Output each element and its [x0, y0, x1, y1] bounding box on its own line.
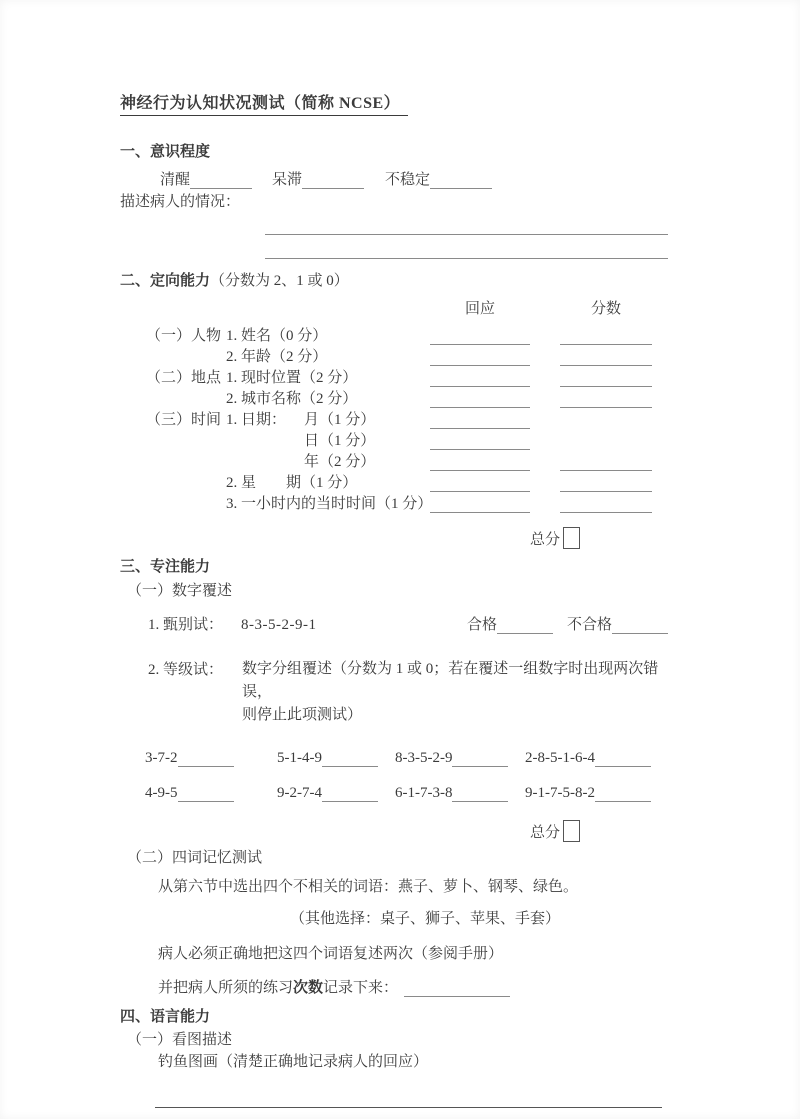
- document-content: [120, 90, 668, 1119]
- digit-sequence: 6-1-7-3-8: [395, 785, 453, 801]
- orientation-row-city-name: [120, 387, 668, 408]
- option-lethargic-blank: [302, 172, 364, 189]
- item-label: 1. 姓名（0 分）: [226, 328, 328, 344]
- response-blank: [430, 411, 530, 429]
- section3-heading: 三、专注能力: [120, 559, 211, 575]
- describe-blank-3: [265, 235, 668, 259]
- pass-field: [467, 613, 553, 634]
- response-blank: [430, 369, 530, 387]
- orientation-row-name: [120, 324, 668, 345]
- digit-blank: [322, 785, 378, 802]
- response-line-2: [155, 1108, 662, 1119]
- orientation-row-date-day: [120, 429, 668, 450]
- digit-sequence: 8-3-5-2-9: [395, 750, 453, 766]
- digit-blank: [452, 785, 508, 802]
- practice-count-row: 并把病人所须的练习 次数 记录下来：: [158, 973, 668, 997]
- digit-sequence: 9-2-7-4: [277, 785, 322, 801]
- response-blank: [430, 453, 530, 471]
- title-row: [120, 90, 668, 116]
- total-score-box: [563, 527, 580, 549]
- option-unstable-blank: [430, 172, 492, 189]
- sub-item-label: 月（1 分）: [304, 412, 376, 428]
- grading-test-row: [148, 658, 668, 727]
- practice-count-blank: [404, 980, 510, 997]
- fail-label: 不合格: [566, 617, 612, 633]
- section1-heading: 一、意识程度: [120, 144, 211, 160]
- orientation-row-age: [120, 345, 668, 366]
- option-alert: [160, 168, 272, 189]
- describe-label: 描述病人的情况：: [120, 194, 241, 210]
- score-blank: [560, 474, 652, 492]
- orientation-row-date-year: [120, 450, 668, 471]
- section2-heading-row: [120, 269, 668, 290]
- describe-blank-2: [265, 211, 668, 235]
- total-score-label: 总分: [530, 824, 561, 841]
- digit-span-grid: [120, 745, 668, 802]
- option-alert-label: 清醒: [160, 172, 191, 188]
- attention-total-row: [530, 818, 668, 844]
- digit-blank: [178, 750, 234, 767]
- digit-repetition-heading: （一）数字覆述: [127, 583, 233, 599]
- option-unstable: [385, 168, 492, 189]
- digit-sequence: 5-1-4-9: [277, 750, 322, 766]
- response-blank: [430, 474, 530, 492]
- item-label: 2. 年龄（2 分）: [226, 349, 328, 365]
- score-blank: [560, 453, 652, 471]
- digit-blank: [322, 750, 378, 767]
- memory-repeat-instruction: 病人必须正确地把这四个词语复述两次（参阅手册）: [158, 946, 504, 962]
- memory-other-choices: （其他选择：桌子、狮子、苹果、手套）: [290, 911, 561, 927]
- digit-sequence: 2-8-5-1-6-4: [525, 750, 595, 766]
- response-blank: [430, 495, 530, 513]
- score-blank: [560, 390, 652, 408]
- pass-label: 合格: [466, 617, 497, 633]
- orientation-row-date-month: [120, 408, 668, 429]
- group-label: （一）人物: [146, 328, 222, 344]
- orientation-row-current-location: [120, 366, 668, 387]
- digit-blank: [178, 785, 234, 802]
- response-line-1: [155, 1081, 662, 1108]
- item-label: 2. 星 期（1 分）: [226, 475, 358, 491]
- sub-item-label: 年（2 分）: [304, 454, 376, 470]
- group-label: （二）地点: [146, 370, 222, 386]
- digit-blank: [595, 750, 651, 767]
- option-lethargic-label: 呆滞: [272, 172, 303, 188]
- pass-blank: [497, 617, 553, 634]
- describe-row: [120, 189, 668, 211]
- screening-digits: 8-3-5-2-9-1: [241, 617, 317, 633]
- item-label: 1. 日期：: [226, 412, 287, 428]
- screening-test-label: 1. 甄别试：: [148, 617, 224, 633]
- memory-test-heading: （二）四词记忆测试: [127, 850, 263, 866]
- grading-test-label: 2. 等级试：: [148, 662, 224, 678]
- fail-blank: [612, 617, 668, 634]
- orientation-row-current-time: [120, 492, 668, 513]
- picture-description-heading: （一）看图描述: [127, 1032, 233, 1048]
- item-label: 2. 城市名称（2 分）: [226, 391, 358, 407]
- sub-item-label: 日（1 分）: [304, 433, 376, 449]
- orientation-column-headers: [120, 296, 668, 318]
- response-blank: [430, 348, 530, 366]
- fail-field: [567, 613, 668, 634]
- score-blank: [560, 495, 652, 513]
- digit-blank: [452, 750, 508, 767]
- item-label: 1. 现时位置（2 分）: [226, 370, 358, 386]
- score-blank: [560, 348, 652, 366]
- grading-test-note: 数字分组覆述（分数为 1 或 0；若在覆述一组数字时出现两次错误， 则停止此项测试）: [242, 661, 659, 723]
- screening-test-row: [148, 610, 668, 634]
- fishing-picture-instruction: 钓鱼图画（清楚正确地记录病人的回应）: [158, 1054, 429, 1070]
- option-lethargic: [272, 168, 385, 189]
- digit-blank: [595, 785, 651, 802]
- response-blank: [430, 327, 530, 345]
- memory-word-list: 从第六节中选出四个不相关的词语：燕子、萝卜、钢琴、绿色。: [158, 879, 579, 895]
- group-label: （三）时间: [146, 412, 222, 428]
- total-score-box: [563, 820, 580, 842]
- digit-sequence: 4-9-5: [145, 785, 178, 801]
- digit-sequence: 9-1-7-5-8-2: [525, 785, 595, 801]
- section2-heading: 二、定向能力: [120, 273, 211, 289]
- section2-heading-note: （分数为 2、1 或 0）: [210, 273, 349, 289]
- digit-span-row-2: [145, 780, 668, 802]
- response-column-header: 回应: [464, 301, 495, 317]
- orientation-total-row: [530, 525, 668, 551]
- orientation-row-weekday: [120, 471, 668, 492]
- item-label: 3. 一小时内的当时时间（1 分）: [226, 496, 433, 512]
- page-title: 神经行为认知状况测试（简称 NCSE）: [120, 90, 408, 116]
- response-blank: [430, 432, 530, 450]
- total-score-label: 总分: [530, 531, 561, 548]
- option-unstable-label: 不稳定: [385, 172, 431, 188]
- section4-heading: 四、语言能力: [120, 1009, 211, 1025]
- score-blank: [560, 327, 652, 345]
- consciousness-options: [160, 167, 668, 189]
- option-alert-blank: [190, 172, 252, 189]
- digit-sequence: 3-7-2: [145, 750, 178, 766]
- response-blank: [430, 390, 530, 408]
- score-column-header: 分数: [590, 301, 621, 317]
- score-blank: [560, 369, 652, 387]
- digit-span-row-1: [145, 745, 668, 767]
- practice-count-bold: 次数: [293, 980, 324, 996]
